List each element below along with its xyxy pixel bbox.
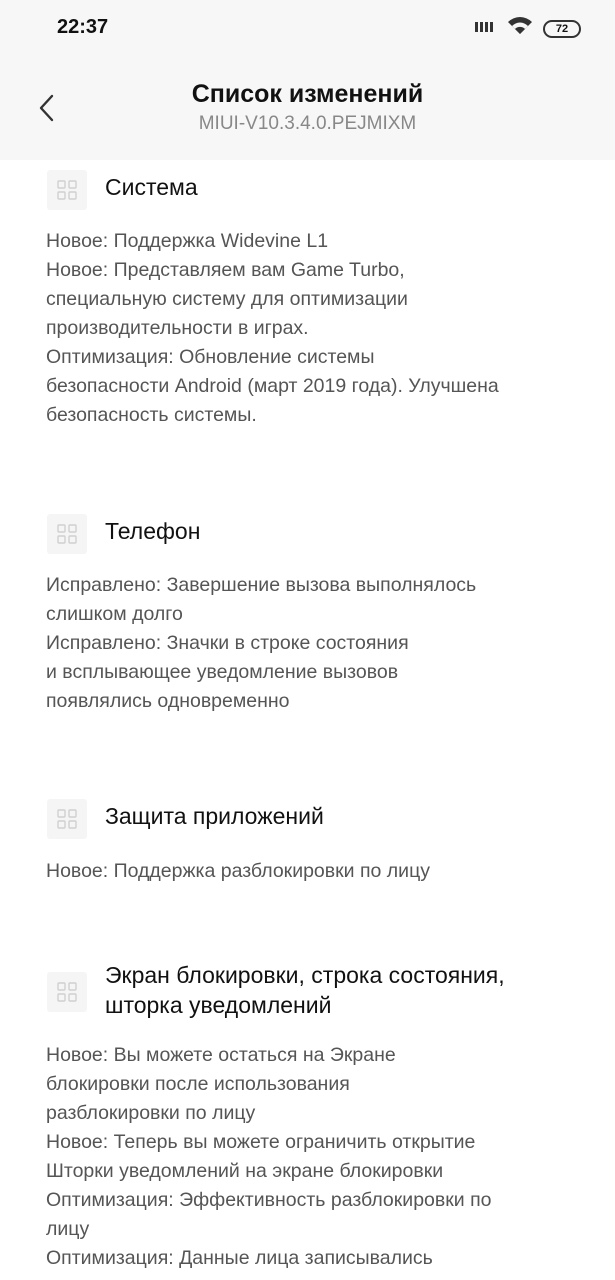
change-line: Новое: Вы можете остаться на Экране xyxy=(46,1044,396,1066)
change-line: безопасность системы. xyxy=(46,404,257,426)
apps-grid-icon xyxy=(47,170,87,210)
section-title: Система xyxy=(105,174,198,200)
change-line: разблокировки по лицу xyxy=(46,1102,256,1124)
section-title xyxy=(105,960,585,1020)
section-header xyxy=(0,962,615,1026)
section-body xyxy=(46,227,591,430)
change-line: слишком долго xyxy=(46,603,183,625)
section-title: Защита приложений xyxy=(105,803,324,829)
section-title-line: шторка уведомлений xyxy=(105,992,332,1018)
section-header xyxy=(0,508,615,548)
change-line: Новое: Поддержка Widevine L1 xyxy=(46,230,329,252)
status-icons xyxy=(475,17,581,40)
change-line: Оптимизация: Эффективность разблокировки по xyxy=(46,1189,492,1211)
change-line: лицу xyxy=(46,1218,90,1240)
section-title: Телефон xyxy=(105,518,201,544)
change-line: Новое: Представляем вам Game Turbo, xyxy=(46,259,405,281)
section-header xyxy=(0,793,615,833)
change-line: производительности в играх. xyxy=(46,317,309,339)
app-bar xyxy=(0,56,615,160)
header-titles xyxy=(0,80,615,135)
changelog-section xyxy=(0,793,615,882)
change-line: и всплывающее уведомление вызовов xyxy=(46,661,399,683)
status-bar xyxy=(0,0,615,56)
section-body xyxy=(46,1041,591,1273)
apps-grid-icon xyxy=(47,799,87,839)
page-subtitle: MIUI-V10.3.4.0.PEJMIXM xyxy=(198,113,417,134)
change-line: Исправлено: Завершение вызова выполнялось xyxy=(46,574,477,596)
change-line: Новое: Теперь вы можете ограничить открытие xyxy=(46,1131,476,1153)
change-line: Оптимизация: Данные лица записывались xyxy=(46,1247,433,1269)
changelog-list[interactable] xyxy=(0,160,615,1280)
section-title-line: Экран блокировки, строка состояния, xyxy=(105,962,505,988)
changelog-section xyxy=(0,962,615,1269)
change-line: Оптимизация: Обновление системы xyxy=(46,346,375,368)
signal-icon xyxy=(475,19,497,38)
status-time: 22:37 xyxy=(57,16,109,38)
changelog-section xyxy=(0,164,615,426)
battery-icon: 72 xyxy=(543,20,581,38)
change-line: блокировки после использования xyxy=(46,1073,350,1095)
changelog-section xyxy=(0,508,615,712)
apps-grid-icon xyxy=(47,972,87,1012)
wifi-icon xyxy=(507,17,533,40)
section-body xyxy=(46,857,591,886)
section-header xyxy=(0,164,615,204)
change-line: Исправлено: Значки в строке состояния xyxy=(46,632,409,654)
change-line: Новое: Поддержка разблокировки по лицу xyxy=(46,860,430,882)
apps-grid-icon xyxy=(47,514,87,554)
section-body xyxy=(46,571,591,716)
change-line: безопасности Android (март 2019 года). Улучшена xyxy=(46,375,499,397)
change-line: появлялись одновременно xyxy=(46,690,290,712)
change-line: Шторки уведомлений на экране блокировки xyxy=(46,1160,444,1182)
change-line: специальную систему для оптимизации xyxy=(46,288,408,310)
page-title: Список изменений xyxy=(191,80,424,108)
